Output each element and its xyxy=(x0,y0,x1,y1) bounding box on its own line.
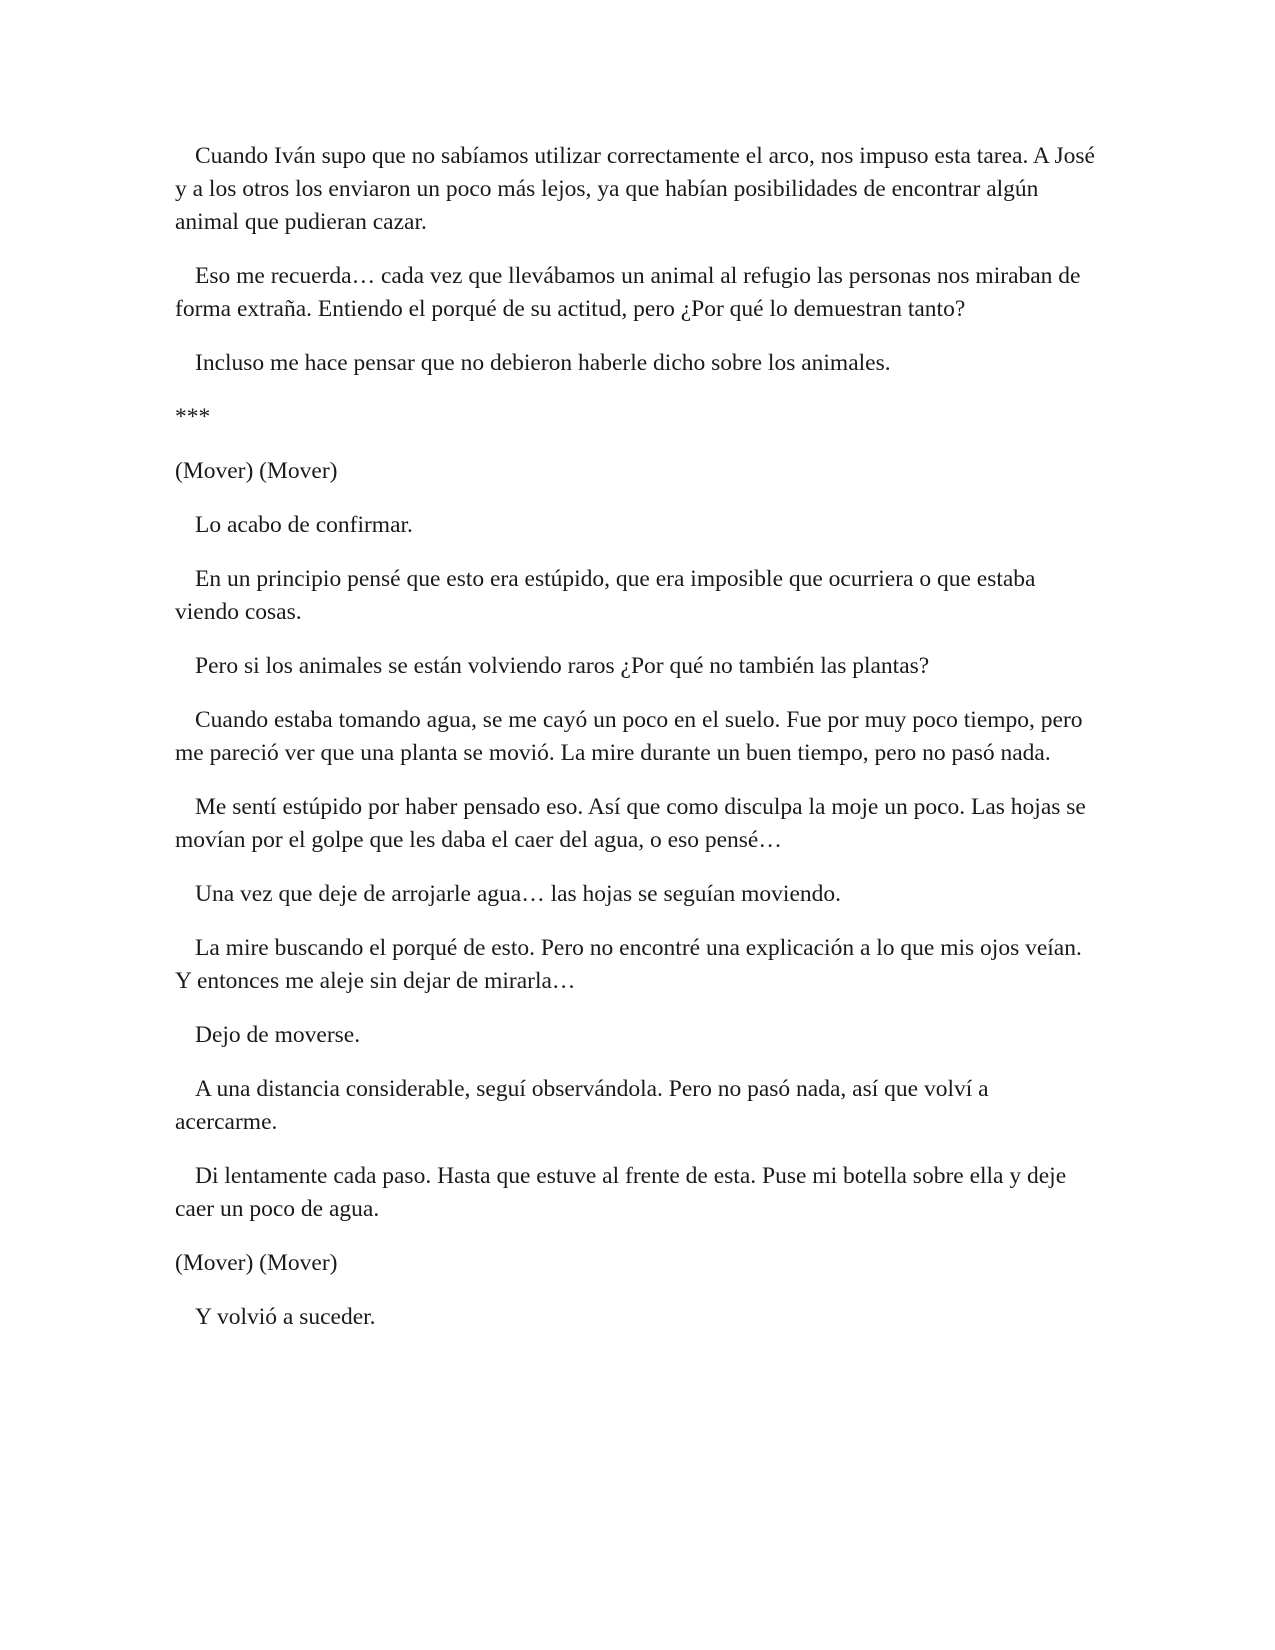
paragraph: Me sentí estúpido por haber pensado eso. Así que como disculpa la moje un poco. Las hojas se movían por el golpe que les daba el caer del agua, o eso pensé… xyxy=(175,794,1086,853)
sound-effect: (Mover) (Mover) xyxy=(175,458,338,484)
paragraph: Cuando Iván supo que no sabíamos utilizar correctamente el arco, nos impuso esta tarea. A José y a los otros los enviaron un poco más lejos, ya que habían posibilidades de encontrar algún animal que pudieran cazar. xyxy=(175,143,1095,235)
paragraph: Y volvió a suceder. xyxy=(195,1304,376,1330)
paragraph: La mire buscando el porqué de esto. Pero no encontré una explicación a lo que mis ojos veían. Y entonces me aleje sin dejar de mirarla… xyxy=(175,935,1082,994)
paragraph: En un principio pensé que esto era estúpido, que era imposible que ocurriera o que estaba viendo cosas. xyxy=(175,566,1036,625)
sound-effect: (Mover) (Mover) xyxy=(175,1250,338,1276)
document-page xyxy=(175,140,1095,1355)
paragraph: Di lentamente cada paso. Hasta que estuve al frente de esta. Puse mi botella sobre ella y deje caer un poco de agua. xyxy=(175,1163,1067,1222)
paragraph: Pero si los animales se están volviendo raros ¿Por qué no también las plantas? xyxy=(195,653,930,679)
paragraph: Lo acabo de confirmar. xyxy=(195,512,413,538)
paragraph: Eso me recuerda… cada vez que llevábamos un animal al refugio las personas nos miraban de forma extraña. Entiendo el porqué de su actitud, pero ¿Por qué lo demuestran tanto? xyxy=(175,263,1081,322)
paragraph: A una distancia considerable, seguí observándola. Pero no pasó nada, así que volví a acercarme. xyxy=(175,1076,989,1135)
paragraph: Una vez que deje de arrojarle agua… las hojas se seguían moviendo. xyxy=(195,881,842,907)
paragraph: Cuando estaba tomando agua, se me cayó un poco en el suelo. Fue por muy poco tiempo, pero me pareció ver que una planta se movió. La mire durante un buen tiempo, pero no pasó nada. xyxy=(175,707,1083,766)
paragraph: Incluso me hace pensar que no debieron haberle dicho sobre los animales. xyxy=(195,350,891,376)
paragraph: Dejo de moverse. xyxy=(195,1022,361,1048)
scene-break: *** xyxy=(175,404,211,430)
